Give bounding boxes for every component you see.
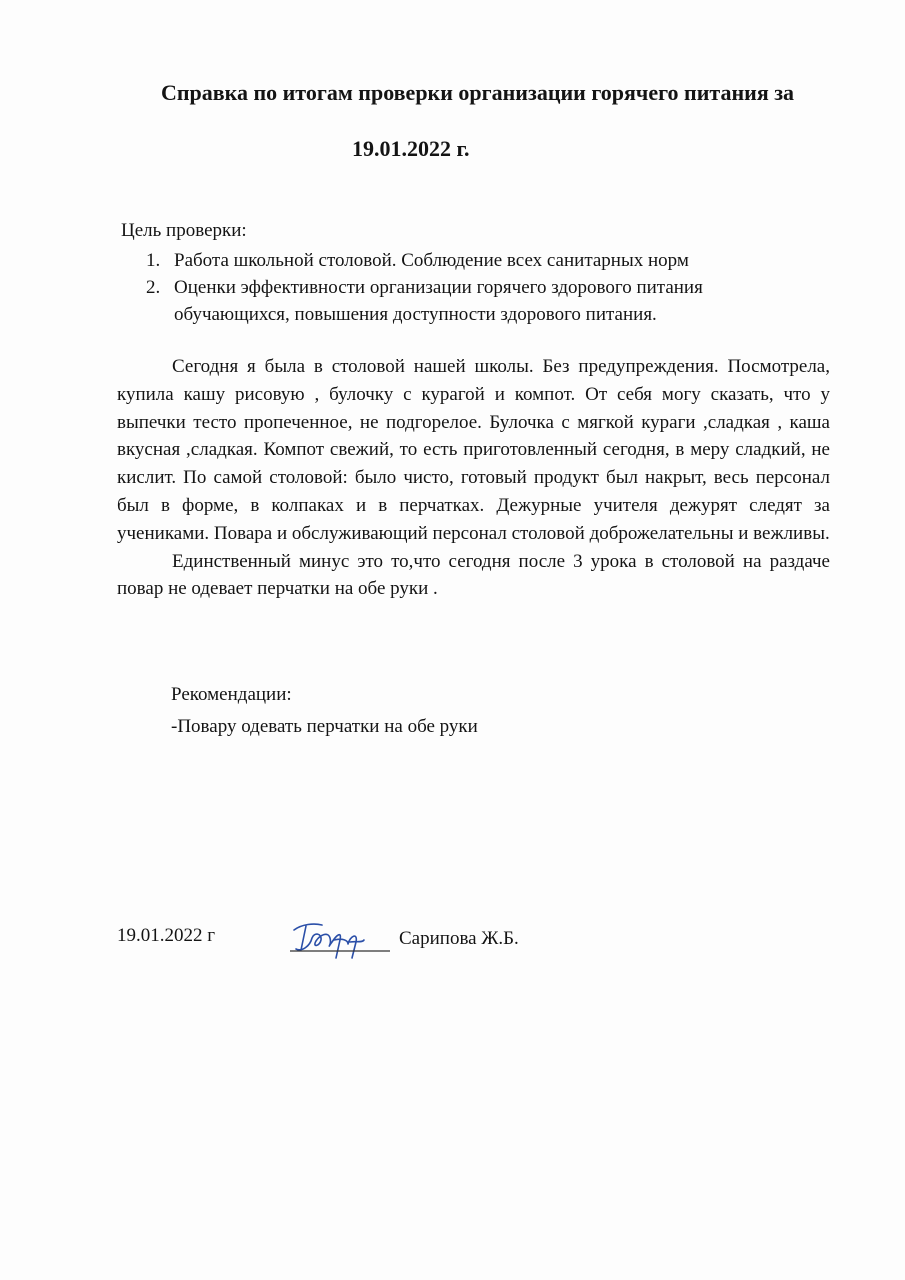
goal-number: 1. <box>146 250 161 271</box>
goal-text: Оценки эффективности организации горячего здорового питания обучающихся, повышения доступности здорового питания. <box>174 277 703 325</box>
recommendations-label: Рекомендации: <box>171 684 292 705</box>
goal-item <box>146 247 806 274</box>
document-title-date: 19.01.2022 г. <box>352 136 470 161</box>
report-paragraph: Сегодня я была в столовой нашей школы. Без предупреждения. Посмотрела, купила кашу рисовую , булочку с курагой и компот. От себя могу сказать, что у выпечки тесто пропеченное, не подгорелое. Булочка с мягкой кураги ,сладкая , каша вкусная ,сладкая. Компот свежий, то есть приготовленный сегодня, в меру сладкий, не кислит. По самой столовой: было чисто, готовый продукт был накрыт, весь персонал был в форме, в колпаках и в перчатках. Дежурные учителя дежурят следят за учениками. Повара и обслуживающий персонал столовой доброжелательны и вежливы. <box>117 356 830 544</box>
signer-name: Сарипова Ж.Б. <box>399 928 519 949</box>
handwritten-signature <box>288 916 392 962</box>
goal-number: 2. <box>146 277 161 298</box>
signature-date: 19.01.2022 г <box>117 925 216 946</box>
document-title: Справка по итогам проверки организации горячего питания за <box>160 80 795 105</box>
goal-item <box>146 274 806 328</box>
goal-label: Цель проверки: <box>121 220 247 241</box>
report-body <box>117 353 830 603</box>
goal-text: Работа школьной столовой. Соблюдение всех санитарных норм <box>174 250 689 271</box>
recommendation-item: -Повару одевать перчатки на обе руки <box>171 716 478 737</box>
goal-list <box>146 247 806 328</box>
report-paragraph: Единственный минус это то,что сегодня после 3 урока в столовой на раздаче повар не одевает перчатки на обе руки . <box>117 550 830 600</box>
